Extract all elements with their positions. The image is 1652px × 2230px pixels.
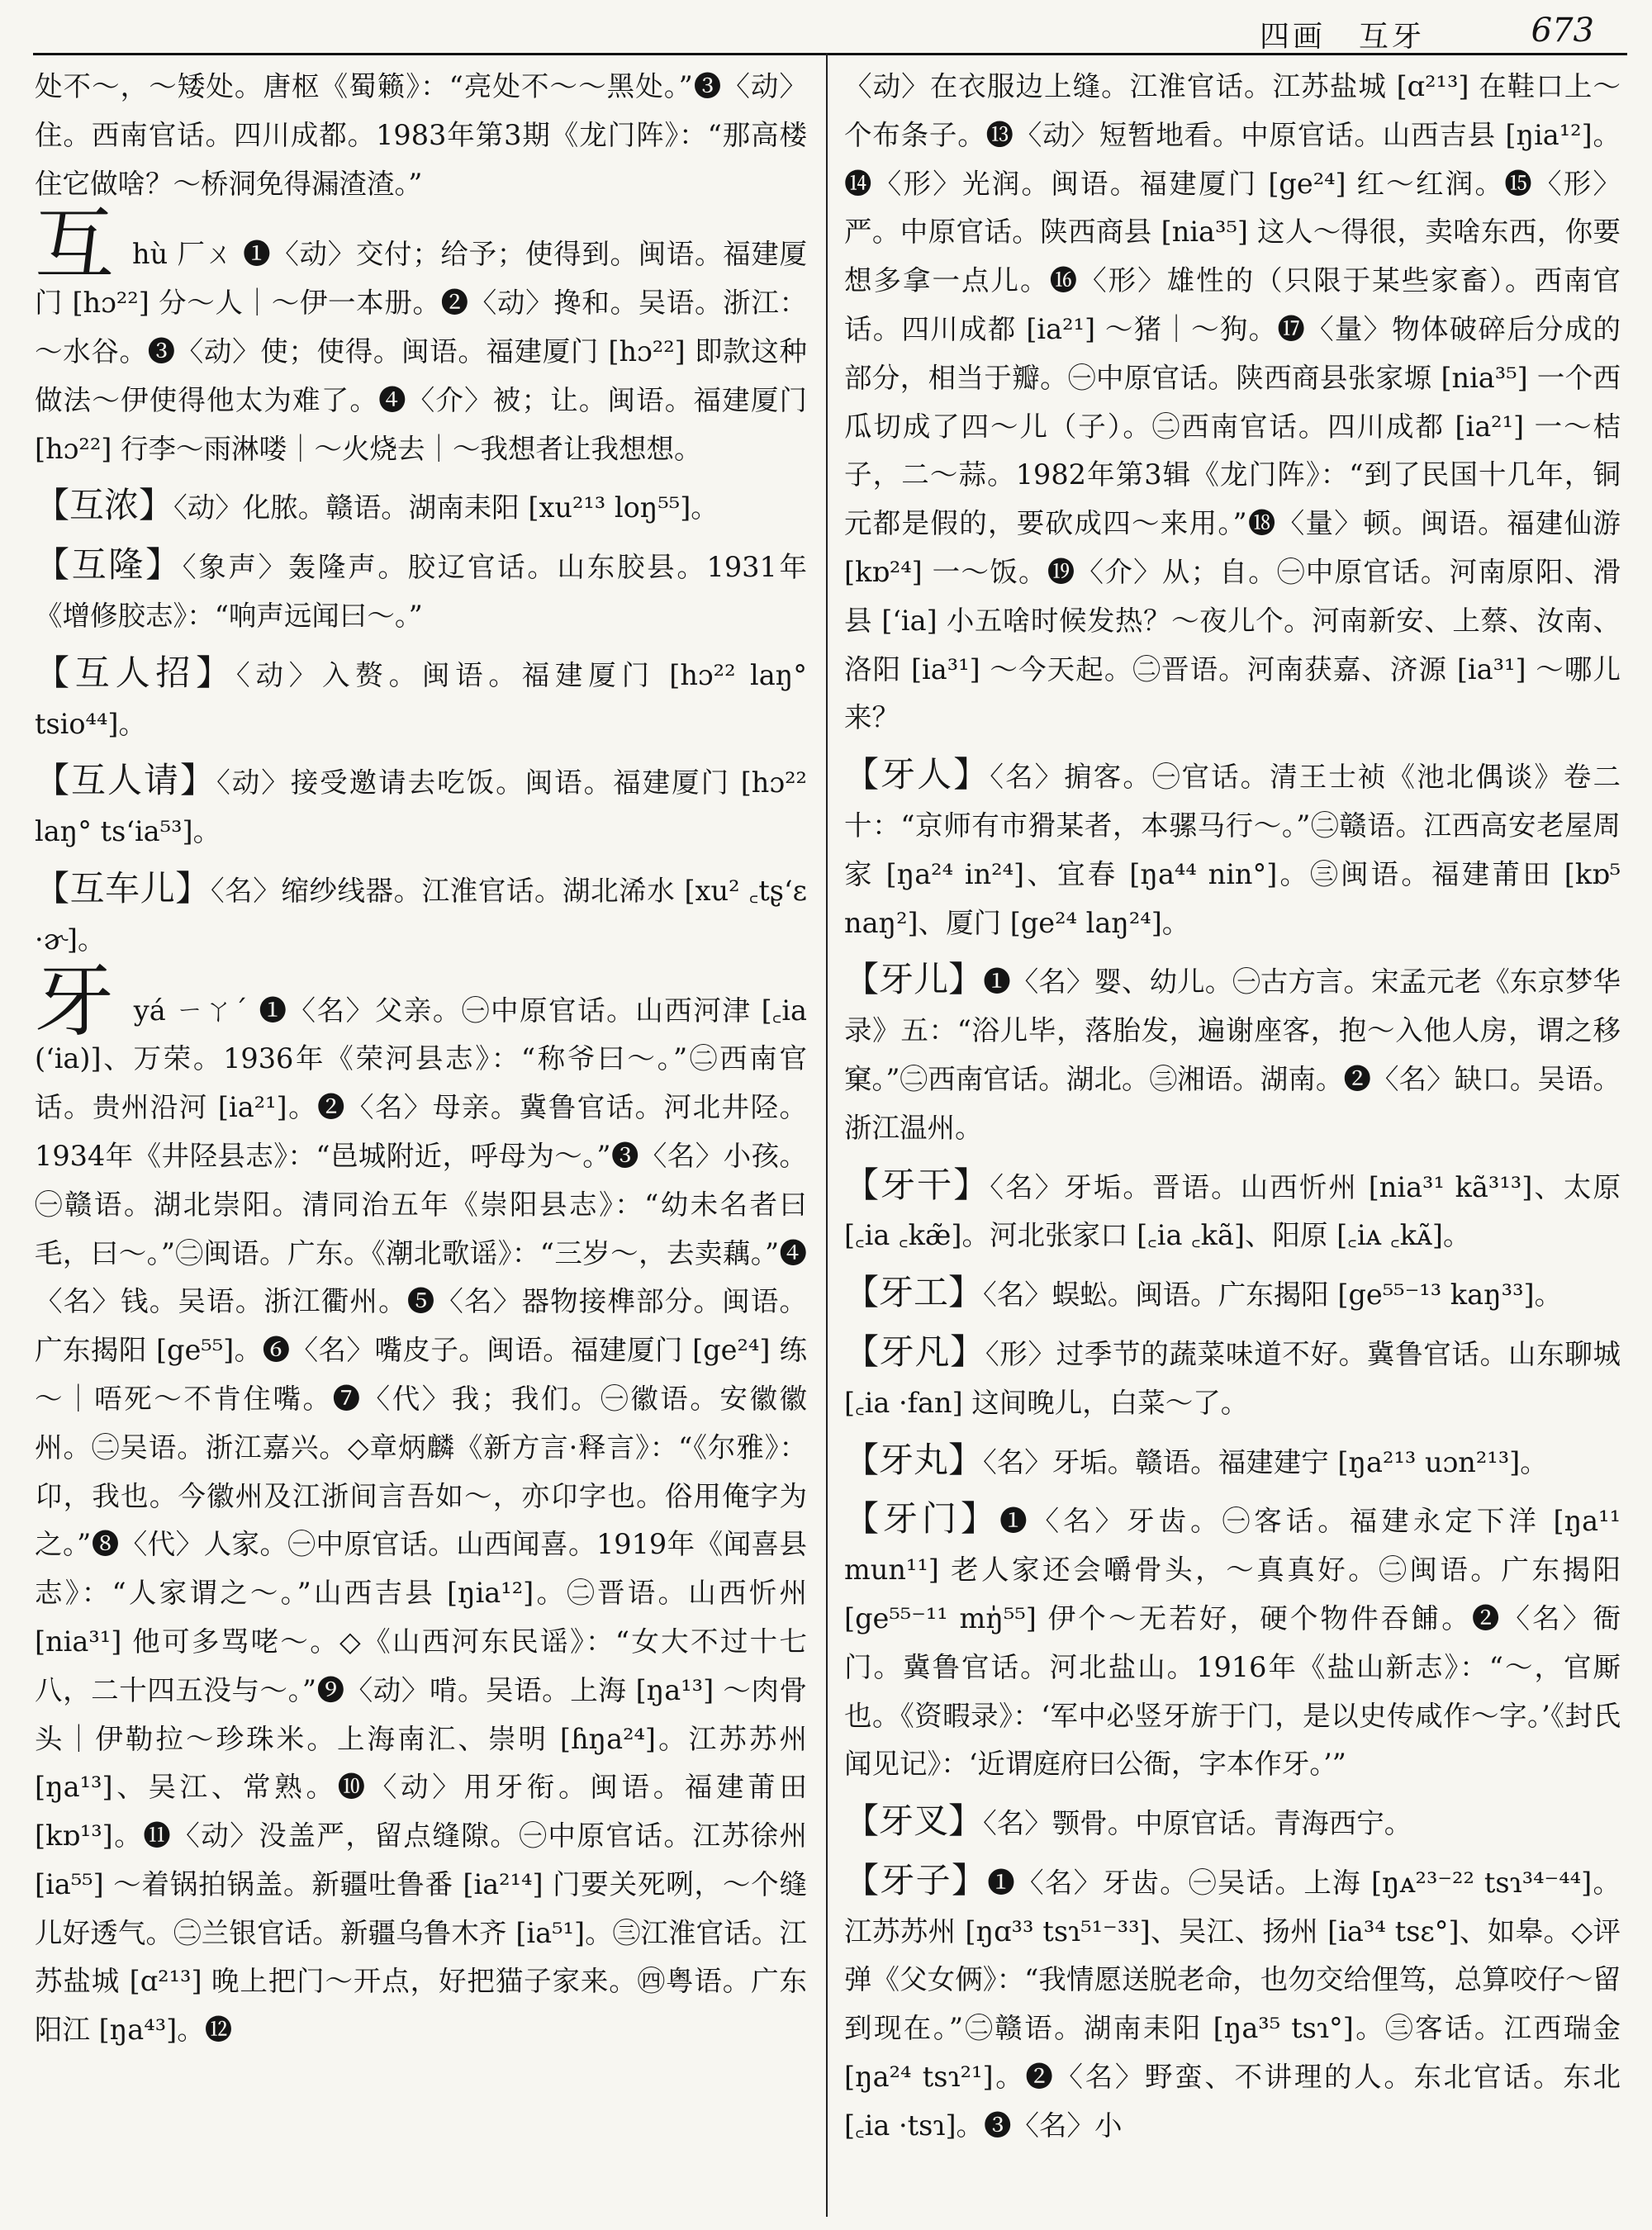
entry-headword: 【牙门】	[844, 1498, 1000, 1540]
entry-definition: 〈动〉入赘。闽语。福建厦门 [hɔ²² laŋ° tsio⁴⁴]。	[35, 658, 807, 740]
entry-definition: 〈名〉蜈蚣。闽语。广东揭阳 [ge⁵⁵⁻¹³ kaŋ³³]。	[983, 1279, 1563, 1312]
dictionary-entry	[35, 865, 807, 965]
entry-headword: 【牙儿】	[844, 959, 984, 1000]
entry-headword: 【互车儿】	[35, 867, 211, 909]
left-column	[35, 63, 807, 2218]
entry-definition: 〈名〉牙垢。赣语。福建建宁 [ŋa²¹³ uɔn²¹³]。	[983, 1445, 1548, 1478]
entry-definition: 〈名〉掮客。㊀官话。清王士祯《池北偶谈》卷二十：“京师有市猾某者，本骡马行～。”㊁赣语。江西高安老屋周家 [ŋa²⁴ in²⁴]、宜春 [ŋa⁴⁴ nin°]。㊂闽语。福建莆田 [kɒ⁵ naŋ²]、厦门 [ge²⁴ laŋ²⁴]。	[844, 761, 1621, 939]
dictionary-entry	[844, 1857, 1621, 2151]
entry-headword: 【牙凡】	[844, 1331, 985, 1372]
entry-headword: 【牙人】	[844, 754, 990, 795]
entry-definition: 处不～，～矮处。唐枢《蜀籁》：“亮处不～～黑处。”❸〈动〉住。西南官话。四川成都。1983年第3期《龙门阵》：“那高楼住它做啥？～桥洞免得漏渣渣。”	[35, 70, 807, 200]
dictionary-entry	[844, 1161, 1621, 1261]
dictionary-entry	[35, 541, 807, 641]
entry-headword: 互	[35, 198, 115, 292]
dictionary-entry	[35, 482, 807, 533]
continued-text	[844, 63, 1621, 743]
entry-headword: 【牙干】	[844, 1164, 990, 1205]
entry-definition: 〈名〉颚骨。中原官话。青海西宁。	[983, 1807, 1412, 1840]
entry-definition: 〈动〉在衣服边上缝。江淮官话。江苏盐城 [ɑ²¹³] 在鞋口上～个布条子。⓭〈动〉短暂地看。中原官话。山西吉县 [ŋia¹²]。⓮〈形〉光润。闽语。福建厦门 [ge²⁴] 红～红润。⓯〈形〉严。中原官话。陕西商县 [nia³⁵] 这人～得很，卖啥东西，你要想多拿一点儿。⓰〈形〉雄性的（只限于某些家畜）。西南官话。四川成都 [ia²¹] ～猪｜～狗。⓱〈量〉物体破碎后分成的部分，相当于瓣。㊀中原官话。陕西商县张家塬 [nia³⁵] 一个西瓜切成了四～儿（子）。㊁西南官话。四川成都 [ia²¹] 一～桔子，二～蒜。1982年第3辑《龙门阵》：“到了民国十几年，铜元都是假的，要砍成四～来用。”⓲〈量〉顿。闽语。福建仙游 [kɒ²⁴] 一～饭。⓳〈介〉从；自。㊀中原官话。河南原阳、滑县 [ʻia] 小五啥时候发热？～夜儿个。河南新安、上蔡、汝南、洛阳 [ia³¹] ～今天起。㊁晋语。河南获嘉、济源 [ia³¹] ～哪儿来？	[844, 70, 1621, 734]
page-number: 673	[1531, 12, 1594, 50]
entry-definition: 〈象声〉轰隆声。胶辽官话。山东胶县。1931年《增修胶志》：“响声远闻曰～。”	[35, 551, 807, 632]
entry-headword: 【牙丸】	[844, 1439, 984, 1480]
dictionary-entry	[844, 1436, 1621, 1487]
entry-definition: 〈动〉接受邀请去吃饭。闽语。福建厦门 [hɔ²² laŋ° tsʻia⁵³]。	[35, 766, 807, 848]
entry-headword: 【牙子】	[844, 1859, 988, 1900]
dictionary-entry	[35, 954, 807, 2056]
dictionary-entry	[844, 1797, 1621, 1848]
entry-headword: 【互人招】	[35, 652, 236, 693]
dictionary-entry	[844, 1495, 1621, 1789]
dictionary-entry	[844, 751, 1621, 947]
entry-headword: 【牙叉】	[844, 1801, 984, 1842]
entry-definition: hù 厂ㄨ ❶〈动〉交付；给予；使得到。闽语。福建厦门 [hɔ²²] 分～人｜～伊一本册。❷〈动〉搀和。吴语。浙江：～水谷。❸〈动〉使；使得。闽语。福建厦门 [hɔ²²] 即款这种做法～伊使得他太为难了。❹〈介〉被；让。闽语。福建厦门 [hɔ²²] 行李～雨淋喽｜～火烧去｜～我想者让我想想。	[35, 238, 807, 465]
dictionary-entry	[844, 1269, 1621, 1320]
entry-definition: ❶〈名〉婴、幼儿。㊀古方言。宋孟元老《东京梦华录》五：“浴儿毕，落胎发，遍谢座客，抱～入他人房，谓之移窠。”㊁西南官话。湖北。㊂湘语。湖南。❷〈名〉缺口。吴语。浙江温州。	[844, 966, 1621, 1144]
entry-definition: 〈动〉化脓。赣语。湖南耒阳 [xu²¹³ loŋ⁵⁵]。	[173, 491, 719, 524]
entry-definition: ❶〈名〉牙齿。㊀客话。福建永定下洋 [ŋa¹¹ mun¹¹] 老人家还会嚼骨头，～真真好。㊁闽语。广东揭阳 [ge⁵⁵⁻¹¹ mŋ̍⁵⁵] 伊个～无若好，硬个物件吞餔。❷〈名〉衙门。冀鲁官话。河北盐山。1916年《盐山新志》：“～，官厮也。《资暇录》：‘军中必竖牙旂于门，是以史传咸作～字。’《封氏闻见记》：‘近谓庭府曰公衙，字本作牙。’”	[844, 1505, 1621, 1781]
entry-headword: 牙	[35, 954, 116, 1047]
column-divider	[826, 53, 828, 2217]
section-title: 四画 互牙	[1259, 20, 1425, 54]
entry-headword: 【互人请】	[35, 760, 216, 801]
dictionary-entry	[35, 649, 807, 749]
entry-definition: yá ㄧㄚˊ ❶〈名〉父亲。㊀中原官话。山西河津 [꜀ia (ʻia)]、万荣。1936年《荣河县志》：“称爷曰～。”㊁西南官话。贵州沿河 [ia²¹]。❷〈名〉母亲。冀鲁官话。河北井陉。1934年《井陉县志》：“邑城附近，呼母为～。”❸〈名〉小孩。㊀赣语。湖北崇阳。清同治五年《崇阳县志》：“幼未名者曰毛，曰～。”㊁闽语。广东。《潮北歌谣》：“三岁～，去卖藕。”❹〈名〉钱。吴语。浙江衢州。❺〈名〉器物接榫部分。闽语。广东揭阳 [ge⁵⁵]。❻〈名〉嘴皮子。闽语。福建厦门 [ge²⁴] 练～｜唔死～不肯住嘴。❼〈代〉我；我们。㊀徽语。安徽徽州。㊁吴语。浙江嘉兴。◇章炳麟《新方言·释言》：“《尔雅》：卬，我也。今徽州及江浙间言吾如～，亦卬字也。俗用俺字为之。”❽〈代〉人家。㊀中原官话。山西闻喜。1919年《闻喜县志》：“人家谓之～。”山西吉县 [ŋia¹²]。㊁晋语。山西忻州 [nia³¹] 他可多骂咾～。◇《山西河东民谣》：“女大不过十七八，二十四五没与～。”❾〈动〉啃。吴语。上海 [ŋa¹³] ～肉骨头｜伊勒拉～珍珠米。上海南汇、崇明 [ɦŋa²⁴]。江苏苏州 [ŋa¹³]、吴江、常熟。❿〈动〉用牙衔。闽语。福建莆田 [kɒ¹³]。⓫〈动〉没盖严，留点缝隙。㊀中原官话。江苏徐州 [ia⁵⁵] ～着锅拍锅盖。新疆吐鲁番 [ia²¹⁴] 门要关死咧，～个缝儿好透气。㊁兰银官话。新疆乌鲁木齐 [ia⁵¹]。㊂江淮官话。江苏盐城 [ɑ²¹³] 晚上把门～开点，好把猫子家来。㊃粤语。广东阳江 [ŋa⁴³]。⓬	[35, 994, 807, 2047]
dictionary-entry	[35, 757, 807, 856]
dictionary-entry	[35, 198, 807, 473]
continued-text	[35, 63, 807, 208]
entry-definition: 〈名〉牙垢。晋语。山西忻州 [nia³¹ kã³¹³]、太原 [꜀ia ꜀kæ̃]。河北张家口 [꜀ia ꜀kã]、阳原 [꜀iᴀ ꜀kᴀ̃]。	[844, 1170, 1621, 1252]
entry-headword: 【牙工】	[844, 1272, 984, 1313]
entry-definition: 〈形〉过季节的蔬菜味道不好。冀鲁官话。山东聊城 [꜀ia ·fan] 这间晚儿，白菜～了。	[844, 1337, 1621, 1419]
entry-headword: 【互隆】	[35, 544, 183, 586]
entry-headword: 【互浓】	[35, 485, 174, 526]
dictionary-entry	[844, 956, 1621, 1152]
dictionary-entry	[844, 1328, 1621, 1428]
right-column	[844, 63, 1621, 2218]
entry-definition: ❶〈名〉牙齿。㊀吴话。上海 [ŋᴀ²³⁻²² tsɿ³⁴⁻⁴⁴]。江苏苏州 [ŋɑ³³ tsɿ⁵¹⁻³³]、吴江、扬州 [ia³⁴ tsɛ°]、如皋。◇评弹《父女俩》：“我情愿送脱老命，也勿交给俚笃，总算咬仔～留到现在。”㊁赣语。湖南耒阳 [ŋa³⁵ tsɿ°]。㊂客话。江西瑞金 [ŋa²⁴ tsɿ²¹]。❷〈名〉野蛮、不讲理的人。东北官话。东北 [꜀ia ·tsɿ]。❸〈名〉小	[844, 1866, 1621, 2142]
entry-definition: 〈名〉缩纱线器。江淮官话。湖北浠水 [xu² ꜀tʂʻɛ ·ɚ]。	[35, 874, 807, 956]
page-header	[33, 0, 1627, 55]
